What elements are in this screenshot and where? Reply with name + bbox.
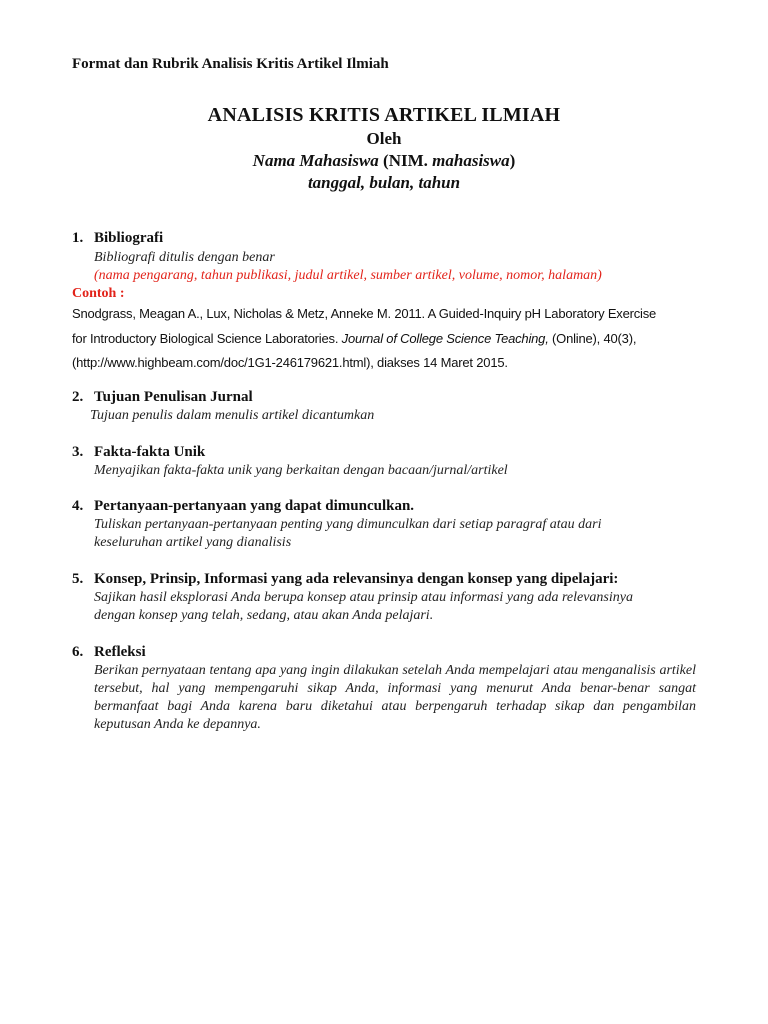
citation-example	[72, 302, 696, 376]
section-title-text: Konsep, Prinsip, Informasi yang ada relevansinya dengan konsep yang dipelajari:	[94, 571, 619, 587]
section-title-text: Tujuan Penulisan Jurnal	[94, 389, 253, 405]
section-konsep	[72, 569, 696, 625]
section-number: 2.	[72, 389, 84, 405]
section-number: 1.	[72, 230, 84, 246]
author-line	[0, 150, 768, 172]
section-bibliografi	[72, 228, 696, 376]
section-number: 3.	[72, 444, 84, 460]
section-title	[72, 228, 696, 248]
citation-line-1: Snodgrass, Meagan A., Lux, Nicholas & Metz, Anneke M. 2011. A Guided-Inquiry pH Laboratory Exercise	[72, 306, 657, 321]
title-block	[0, 102, 768, 194]
bibliography-note: (nama pengarang, tahun publikasi, judul artikel, sumber artikel, volume, nomor, halaman)	[94, 268, 602, 283]
section-description-line-1: Sajikan hasil eksplorasi Anda berupa konsep atau prinsip atau informasi yang ada relevansinya	[94, 590, 633, 605]
section-title	[72, 569, 696, 589]
section-fakta	[72, 442, 696, 480]
document-header: Format dan Rubrik Analisis Kritis Artikel Ilmiah	[72, 56, 389, 72]
section-description: Bibliografi ditulis dengan benar	[94, 250, 275, 265]
section-title-text: Refleksi	[94, 644, 146, 660]
section-number: 6.	[72, 644, 84, 660]
author-name: Nama Mahasiswa	[252, 151, 379, 170]
nim-open: (NIM.	[378, 151, 433, 170]
section-title	[72, 442, 696, 462]
section-description-line-2: dengan konsep yang telah, sedang, atau akan Anda pelajari.	[94, 608, 434, 623]
section-description-line-1: Tuliskan pertanyaan-pertanyaan penting yang dimunculkan dari setiap paragraf atau dari	[94, 517, 602, 532]
section-title	[72, 642, 696, 662]
section-tujuan	[72, 387, 696, 425]
citation-title-part: for Introductory Biological Science Laboratories.	[72, 330, 342, 346]
citation-volume: (Online), 40(3),	[548, 330, 637, 346]
citation-journal: Journal of College Science Teaching,	[341, 330, 549, 346]
section-title	[72, 387, 696, 407]
page-title: ANALISIS KRITIS ARTIKEL ILMIAH	[207, 104, 561, 126]
section-description: Berikan pernyataan tentang apa yang ingin dilakukan setelah Anda mempelajari atau menganalisis artikel tersebut, hal yang mempengaruhi sikap Anda, informasi yang menurut Anda benar-benar sangat bermanfaat bagi Anda karena baru diketahui atau berpengaruh terhadap sikap dan pengambilan keputusan Anda ke depannya.	[94, 663, 696, 732]
nim-close: )	[509, 151, 516, 170]
section-number: 4.	[72, 498, 84, 514]
section-title-text: Pertanyaan-pertanyaan yang dapat dimunculkan.	[94, 498, 415, 514]
section-description: Menyajikan fakta-fakta unik yang berkaitan dengan bacaan/jurnal/artikel	[94, 463, 508, 478]
section-number: 5.	[72, 571, 84, 587]
section-description: Tujuan penulis dalam menulis artikel dicantumkan	[90, 408, 375, 423]
section-title-text: Fakta-fakta Unik	[94, 444, 206, 460]
date-line: tanggal, bulan, tahun	[307, 173, 461, 192]
citation-line-2	[72, 327, 696, 352]
citation-line-3: (http://www.highbeam.com/doc/1G1-246179621.html), diakses 14 Maret 2015.	[72, 355, 508, 370]
oleh-label: Oleh	[366, 129, 402, 148]
section-title	[72, 496, 696, 516]
section-title-text: Bibliografi	[94, 230, 164, 246]
nim-value: mahasiswa	[432, 151, 510, 170]
section-description-line-2: keseluruhan artikel yang dianalisis	[94, 535, 292, 550]
section-pertanyaan	[72, 496, 696, 552]
example-label: Contoh :	[72, 286, 125, 301]
section-refleksi	[72, 642, 696, 734]
